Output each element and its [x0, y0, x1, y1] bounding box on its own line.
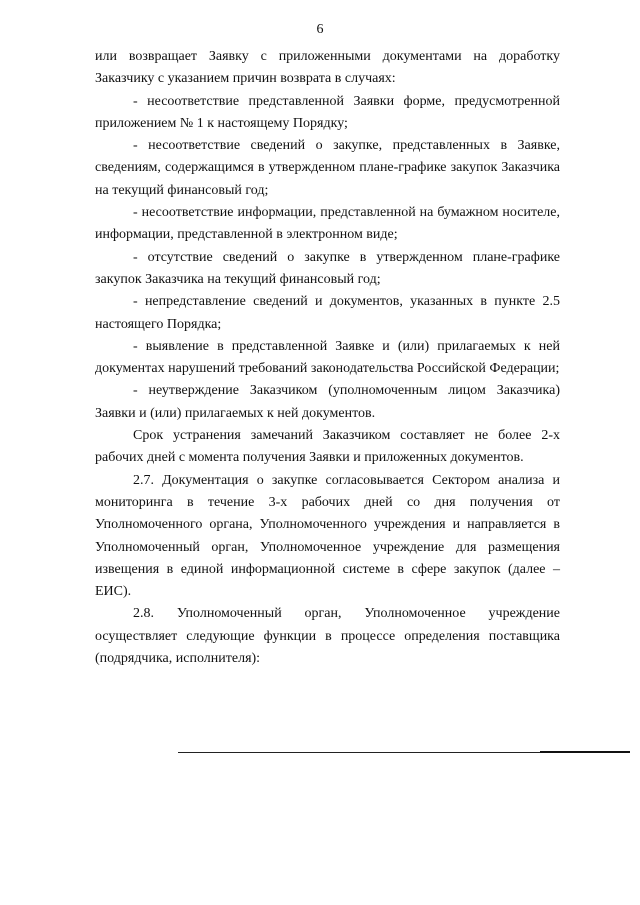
- bullet-plan-mismatch: - несоответствие сведений о закупке, представленных в Заявке, сведениям, содержащимся в утвержденном плане-графике закупок Заказчика на текущий финансовый год;: [95, 138, 560, 198]
- bullet-missing-in-plan: - отсутствие сведений о закупке в утвержденном плане-графике закупок Заказчика на текущий финансовый год;: [95, 249, 560, 287]
- paragraph-return-intro: или возвращает Заявку с приложенными документами на доработку Заказчику с указанием причин возврата в случаях:: [95, 49, 560, 87]
- bullet-paper-electronic-mismatch: - несоответствие информации, представленной на бумажном носителе, информации, представленной в электронном виде;: [95, 205, 560, 243]
- bullet-missing-documents: - непредставление сведений и документов, указанных в пункте 2.5 настоящего Порядка;: [95, 294, 560, 332]
- paragraph-section-2-7: 2.7. Документация о закупке согласовывается Сектором анализа и мониторинга в течение 3-х рабочих дней со дня получения от Уполномоченного органа, Уполномоченного учреждения и направляется в Уполномоченный орган, Уполномоченное учреждение для размещения извещения в единой информационной системе в сфере закупок (далее – ЕИС).: [95, 472, 560, 600]
- bullet-form-mismatch: - несоответствие представленной Заявки форме, предусмотренной приложением № 1 к настоящему Порядку;: [95, 93, 560, 131]
- bullet-law-violations: - выявление в представленной Заявке и (или) прилагаемых к ней документах нарушений требований законодательства Российской Федерации;: [95, 338, 560, 377]
- footer-divider-line: [178, 752, 630, 753]
- page-number: 6: [316, 22, 324, 37]
- paragraph-section-2-8: 2.8. Уполномоченный орган, Уполномоченное учреждение осуществляет следующие функции в процессе определения поставщика (подрядчика, исполнителя):: [95, 606, 560, 667]
- bullet-not-approved: - неутверждение Заказчиком (уполномоченным лицом Заказчика) Заявки и (или) прилагаемых к ней документов.: [95, 383, 560, 421]
- paragraph-deadline: Срок устранения замечаний Заказчиком составляет не более 2-х рабочих дней с момента получения Заявки и приложенных документов.: [95, 428, 560, 466]
- document-body: [95, 46, 560, 670]
